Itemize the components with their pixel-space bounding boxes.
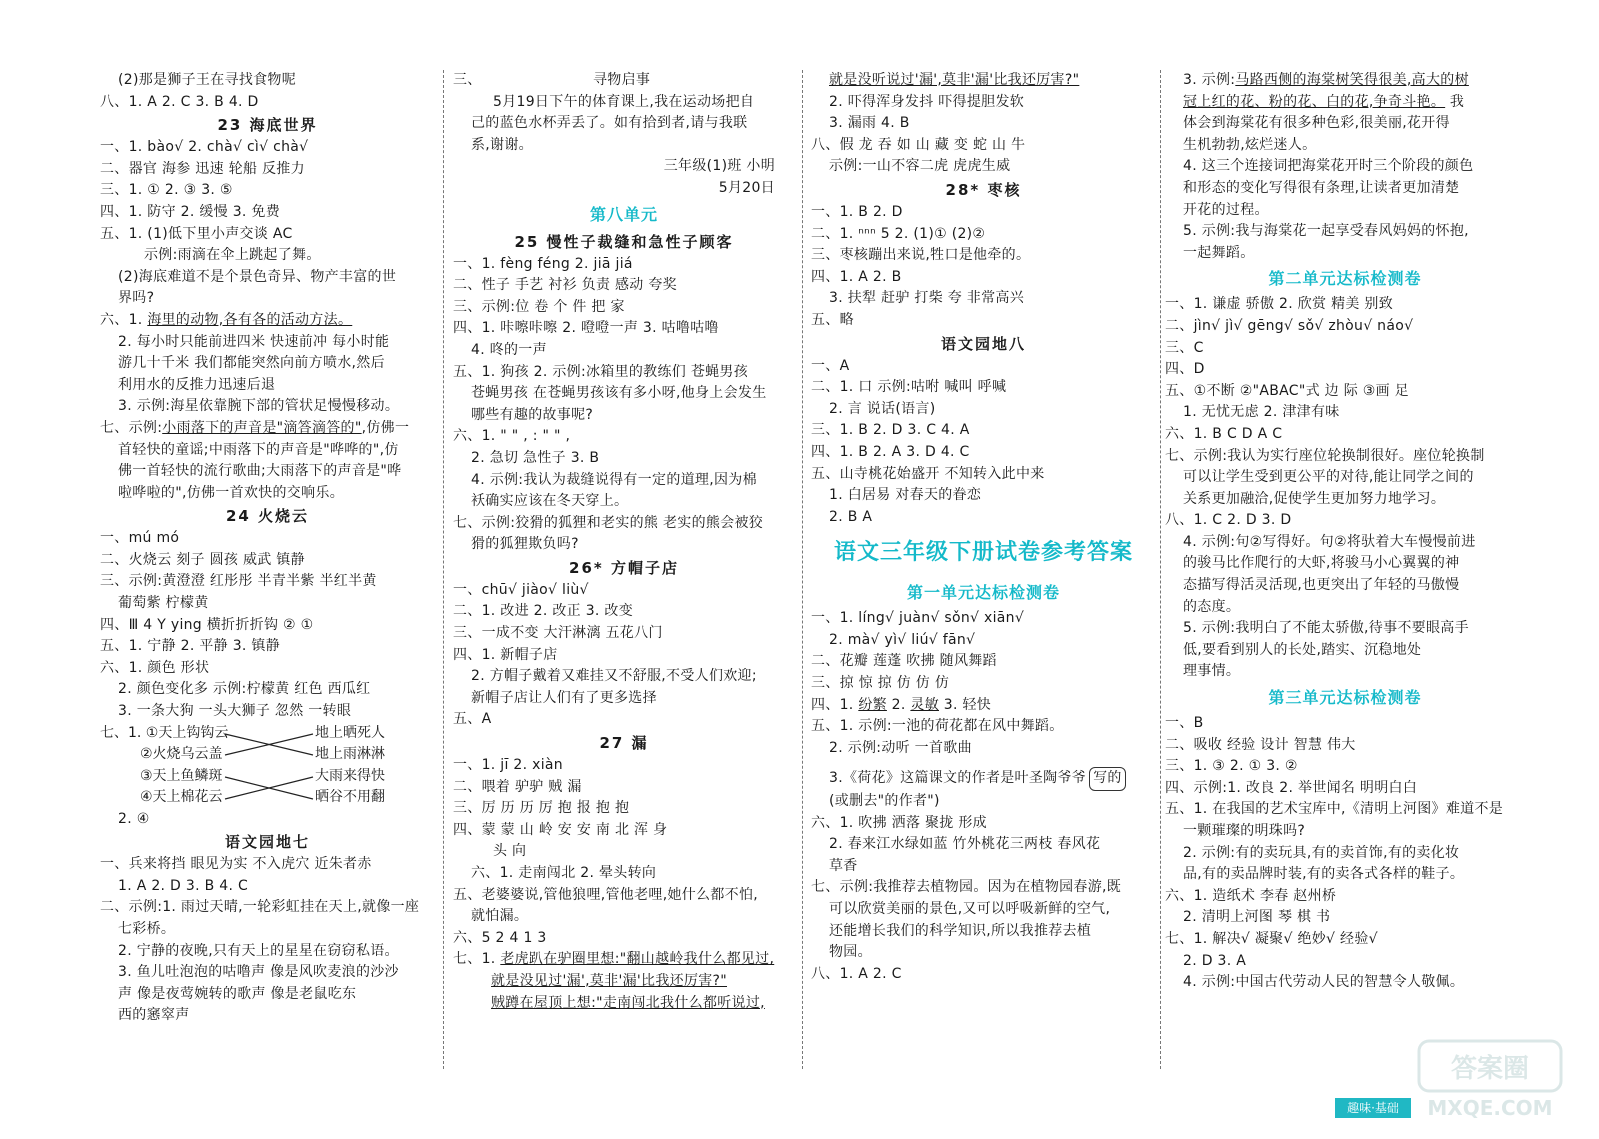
line-suffix: 3. 轻快	[939, 696, 992, 713]
svg-text:答案圈: 答案圈	[1450, 1054, 1530, 1084]
line: 六、1. B C D A C	[1165, 425, 1283, 442]
line: 开花的过程。	[1183, 201, 1269, 218]
line: 西的窸窣声	[118, 1007, 190, 1024]
column-4	[1165, 70, 1525, 1109]
line-part: 2.	[886, 696, 911, 713]
line	[1165, 70, 1525, 92]
line: 三年级(1)班 小明	[663, 158, 775, 175]
line	[453, 70, 795, 92]
line: 八、假 龙 吞 如 山 藏 变 蛇 山 牛	[811, 136, 1026, 153]
line: 四、1. B 2. A 3. D 4. C	[811, 443, 970, 460]
line: 2. 每小时只能前进四米 快速前冲 每小时能	[118, 333, 390, 350]
line: 三、C	[1165, 339, 1204, 356]
lesson-title-27: 27 漏	[599, 734, 649, 753]
line: 可以欣赏美丽的景色,又可以呼吸新鲜的空气,	[829, 901, 1111, 917]
watermark-logo	[1415, 1035, 1565, 1125]
line: 二、jìn√ jì√ gēng√ sǒ√ zhòu√ náo√	[1165, 317, 1414, 334]
line	[100, 310, 435, 332]
line: 二、火烧云 刻子 圆孩 威武 镇静	[100, 551, 305, 568]
line: 一、1. fèng féng 2. jiā jiá	[453, 255, 633, 272]
line: 七彩桥。	[118, 921, 176, 937]
line: 2. 急切 急性子 3. B	[471, 449, 600, 466]
line: 二、吸收 经验 设计 智慧 伟大	[1165, 736, 1356, 753]
line: 示例:一山不容二虎 虎虎生威	[829, 158, 1011, 175]
line: 七、示例:狡猾的狐狸和老实的熊 老实的熊会被狡	[453, 514, 764, 531]
footer-badge: 趣味·基础	[1335, 1098, 1411, 1118]
line: 2. 春来江水绿如蓝 竹外桃花三两枝 春风花	[829, 836, 1101, 853]
line: 一颗璀璨的明珠吗?	[1183, 823, 1306, 839]
line: 己的蓝色水杯弄丢了。如有拾到者,请与我联	[471, 115, 748, 132]
line: 2. 清明上河图 琴 棋 书	[1183, 909, 1331, 926]
line: 界吗?	[118, 290, 155, 307]
line: 可以让学生受到更公平的对待,能让同学之间的	[1183, 469, 1474, 486]
line: 贼蹲在屋顶上想:"走南闯北我什么都听说过,	[491, 994, 765, 1011]
column-3	[811, 70, 1156, 1109]
line: 五、1. 狗孩 2. 示例:冰箱里的教练们 苍蝇男孩	[453, 363, 749, 380]
column-divider	[443, 70, 445, 1069]
match-right-1: 地上晒死人	[315, 724, 385, 741]
line: 一、1. bào√ 2. chà√ cì√ chà√	[100, 139, 309, 156]
line: 四、1. A 2. B	[811, 268, 902, 285]
line: 六、1. 吹拂 洒落 聚拢 形成	[811, 814, 987, 831]
line: 声 像是夜莺婉转的歌声 像是老鼠吃东	[118, 985, 357, 1002]
watermark-icon	[1415, 1035, 1565, 1125]
line: 五、1. 示例:一池的荷花都在风中舞蹈。	[811, 718, 1064, 735]
unit-3-test-title: 第三单元达标检测卷	[1268, 688, 1422, 708]
line: 2. B A	[829, 508, 873, 525]
match-left-2: ②火烧乌云盖	[140, 746, 223, 763]
line: 5. 示例:我明白了不能太骄傲,待事不要眼高手	[1183, 620, 1469, 637]
column-divider	[802, 70, 804, 1069]
svg-text:MXQE.COM: MXQE.COM	[1427, 1096, 1553, 1120]
line: 五、1. 在我国的艺术宝库中,《清明上河图》难道不是	[1165, 801, 1504, 818]
line: 葡萄紫 柠檬黄	[118, 595, 209, 612]
line: 六、1. 走南闯北 2. 晕头转向	[471, 865, 657, 881]
line: 七、1. 解决√ 凝聚√ 绝妙√ 经验√	[1165, 930, 1378, 947]
line-prefix: 六、1.	[100, 311, 148, 328]
line: 系,谢谢。	[471, 136, 533, 153]
column-2	[453, 70, 795, 1109]
line: 低,要看到别人的长处,踏实、沉稳地处	[1183, 641, 1422, 658]
line: 六、1. 颜色 形状	[100, 659, 210, 676]
underlined-answer: 纷繁	[858, 696, 887, 713]
line: 2. 言 说话(语言)	[829, 400, 936, 417]
line: 态描写得活灵活现,也更突出了年轻的马傲慢	[1183, 577, 1460, 594]
line-text: 3.《荷花》这篇课文的作者是叶圣陶爷爷	[829, 770, 1087, 787]
line: 2. D 3. A	[1183, 952, 1247, 969]
line: 八、1. A 2. C	[811, 965, 902, 982]
line: 啦哗啦的",仿佛一首欢快的交响乐。	[118, 484, 344, 501]
line: 2. 示例:有的卖玩具,有的卖首饰,有的卖化妆	[1183, 844, 1460, 861]
line: 生机勃勃,炫烂迷人。	[1183, 136, 1317, 153]
line: 三、厉 历 历 厉 抱 报 抱 抱	[453, 800, 630, 817]
match-right-4: 晒谷不用翻	[315, 789, 385, 806]
line: 1. 无忧无虑 2. 津津有味	[1183, 404, 1340, 421]
line: 二、花瓣 莲蓬 吹拂 随风舞蹈	[811, 653, 997, 670]
line: 4. 示例:句②写得好。句②将驮着大车慢慢前进	[1183, 533, 1476, 550]
line: 五、1. (1)低下里小声交谈 AC	[100, 225, 293, 242]
underlined-answer: 海里的动物,各有各的活动方法。	[147, 311, 353, 328]
column-divider	[1160, 70, 1162, 1069]
line: 4. 咚的一声	[471, 341, 547, 358]
line: 四、示例:1. 改良 2. 举世闻名 明明白白	[1165, 779, 1418, 796]
line: 2. 宁静的夜晚,只有天上的星星在窃窃私语。	[118, 942, 399, 959]
unit-title-8: 第八单元	[589, 204, 658, 224]
line: 五、老婆婆说,管他狼哩,管他老哩,她什么都不怕,	[453, 886, 758, 903]
line: 理事情。	[1183, 663, 1241, 680]
line: 五、略	[811, 311, 854, 328]
line: 2. 方帽子戴着又难挂又不舒服,不受人们欢迎;	[471, 668, 757, 685]
line: 的骏马比作爬行的大虾,将骏马小心翼翼的神	[1183, 555, 1460, 572]
line-suffix: ,仿佛一	[361, 419, 410, 436]
line: 5月19日下午的体育课上,我在运动场把自	[493, 93, 755, 110]
line: 利用水的反推力迅速后退	[118, 376, 276, 393]
line-suffix: 我	[1445, 93, 1465, 110]
line: 3. 示例:海星依靠腕下部的管状足慢慢移动。	[118, 398, 400, 415]
line: 三、示例:位 卷 个 件 把 家	[453, 298, 625, 315]
line: 3. 扶犁 赶驴 打柴 夸 非常高兴	[829, 290, 1025, 307]
line: 一、1. 谦虚 骄傲 2. 欣赏 精美 别致	[1165, 296, 1394, 313]
underlined-answer: 小雨落下的声音是"滴答滴答的"	[162, 419, 362, 436]
line: 四、D	[1165, 361, 1205, 378]
line: 一、1. jī 2. xiàn	[453, 757, 563, 774]
section-title-yuandi-7: 语文园地七	[224, 833, 310, 852]
underlined-answer: 马路西侧的海棠树笑得很美,高大的树	[1235, 72, 1469, 88]
line: 一起舞蹈。	[1183, 244, 1255, 261]
line: (或删去"的作者")	[829, 793, 940, 810]
line: (2)海底难道不是个景色奇异、物产丰富的世	[118, 268, 397, 285]
line: 佛一首轻快的流行歌曲;大雨落下的声音是"哗	[118, 463, 402, 480]
underlined-answer: 灵敏	[910, 696, 939, 713]
line: 八、1. A 2. C 3. B 4. D	[100, 93, 259, 110]
lesson-title-26: 26* 方帽子店	[569, 558, 679, 577]
line: 品,有的卖品牌时装,有的卖各式各样的鞋子。	[1183, 866, 1465, 883]
line: 五、1. 宁静 2. 平静 3. 镇静	[100, 638, 281, 655]
line: 4. 示例:我认为裁缝说得有一定的道理,因为棉	[471, 471, 757, 488]
line: 二、性子 手艺 衬衫 负责 感动 夸奖	[453, 277, 677, 294]
proverb-matching	[100, 723, 435, 809]
line-prefix: 3. 示例:	[1183, 72, 1236, 88]
line: 5. 示例:我与海棠花一起享受春风妈妈的怀抱,	[1183, 223, 1469, 240]
line	[811, 767, 1156, 791]
match-left-1: 七、1. ①天上钩钩云	[100, 724, 229, 741]
line: 一、B	[1165, 715, 1204, 732]
line: 就怕漏。	[471, 908, 529, 925]
line: 五、A	[453, 711, 492, 728]
line: 三、掠 惊 掠 仿 仿 仿	[811, 675, 950, 692]
line: 四、1. 新帽子店	[453, 646, 558, 663]
column-1	[100, 70, 435, 1109]
line: 二、1. ⁿⁿⁿ 5 2. (1)① (2)②	[811, 225, 986, 242]
line: 就是没见过'漏',莫非'漏'比我还厉害?"	[491, 972, 728, 989]
line: 三、1. B 2. D 3. C 4. A	[811, 422, 970, 439]
line: 还能增长我们的科学知识,所以我推荐去植	[829, 922, 1092, 939]
underlined-answer: 老虎趴在驴圈里想:"翻山越岭我什么都见过,	[500, 951, 775, 968]
line: 四、蒙 蒙 山 岭 安 安 南 北 浑 身	[453, 821, 668, 838]
line: 关系更加融洽,促使学生更加努力地学习。	[1183, 490, 1446, 507]
line: 2. 颜色变化多 示例:柠檬黄 红色 西瓜红	[118, 681, 371, 698]
line	[100, 418, 435, 440]
line: 五、山寺桃花始盛开 不知转入此中来	[811, 465, 1045, 482]
line: 六、1. " " , : " " ,	[453, 428, 571, 445]
line: 三、枣核蹦出来说,牲口是他牵的。	[811, 247, 1031, 264]
line: 猾的狐狸欺负吗?	[471, 536, 579, 553]
line: 体会到海棠花有很多种色彩,很美丽,花开得	[1183, 115, 1450, 132]
line: 游几十千米 我们都能突然向前方喷水,然后	[118, 355, 385, 372]
lesson-title-25: 25 慢性子裁缝和急性子顾客	[514, 232, 734, 251]
line: 三、一成不变 大汗淋漓 五花八门	[453, 625, 663, 642]
line: 3. 漏雨 4. B	[829, 115, 910, 132]
line: 首轻快的童谣;中雨落下的声音是"哗哗的",仿	[118, 441, 399, 458]
line: 1. 白居易 对春天的眷恋	[829, 487, 982, 504]
line: 哪些有趣的故事呢?	[471, 406, 594, 423]
line: 一、chū√ jiào√ liù√	[453, 581, 589, 598]
line: 一、1. líng√ juàn√ sǒn√ xiān√	[811, 610, 1025, 627]
line-prefix: 四、1.	[811, 696, 859, 713]
line: 一、mú mó	[100, 530, 180, 547]
line: 一、1. B 2. D	[811, 203, 903, 220]
line: 的态度。	[1183, 598, 1241, 615]
line: 四、Ⅲ 4 Y ying 横折折折钩 ② ①	[100, 616, 314, 633]
line: 3. 一条大狗 一头大狮子 忽然 一转眼	[118, 703, 352, 720]
line: 三、1. ③ 2. ① 3. ②	[1165, 758, 1298, 775]
line	[811, 695, 1156, 717]
line: 4. 这三个连接词把海棠花开时三个阶段的颜色	[1183, 158, 1474, 175]
line: 示例:雨滴在伞上跳起了舞。	[144, 247, 321, 264]
line: 5月20日	[718, 179, 775, 196]
unit-2-test-title: 第二单元达标检测卷	[1268, 269, 1422, 289]
lesson-title-23: 23 海底世界	[217, 116, 318, 135]
line: 和形态的变化写得很有条理,让读者更加清楚	[1183, 179, 1460, 196]
line: 二、示例:1. 雨过天晴,一轮彩虹挂在天上,就像一座	[100, 899, 420, 916]
section-title-yuandi-8: 语文园地八	[940, 334, 1026, 353]
line: 袄确实应该在冬天穿上。	[471, 493, 629, 510]
match-right-2: 地上雨淋淋	[315, 746, 385, 763]
matching-left-items	[100, 723, 228, 809]
line: 2. 示例:动听 一首歌曲	[829, 739, 972, 756]
correction-mark: 写的	[1089, 767, 1126, 791]
line: 四、1. 咔嚓咔嚓 2. 噔噔一声 3. 咕噜咕噜	[453, 320, 719, 337]
line: 2. mà√ yì√ liú√ fān√	[829, 631, 976, 648]
notice-title: 寻物启事	[593, 72, 651, 88]
line: 2. 吓得浑身发抖 吓得提胆发软	[829, 93, 1025, 110]
line: 就是没听说过'漏',莫非'漏'比我还厉害?"	[829, 72, 1080, 88]
line: 新帽子店让人们有了更多选择	[471, 689, 657, 706]
match-left-4: ④天上棉花云	[140, 789, 223, 806]
line: 2. ④	[118, 810, 150, 827]
line	[453, 949, 795, 971]
unit-1-test-title: 第一单元达标检测卷	[906, 583, 1060, 603]
match-left-3: ③天上鱼鳞斑	[140, 767, 223, 784]
line: 八、1. C 2. D 3. D	[1165, 512, 1292, 529]
line: 六、1. 造纸术 李春 赵州桥	[1165, 887, 1337, 904]
line: 3. 鱼儿吐泡泡的咕噜声 像是风吹麦浪的沙沙	[118, 964, 399, 981]
line: 七、示例:我认为实行座位轮换制很好。座位轮换制	[1165, 447, 1485, 464]
lesson-title-24: 24 火烧云	[225, 507, 310, 526]
line: (2)那是狮子王在寻找食物呢	[118, 72, 297, 88]
line: 三、1. ① 2. ③ 3. ⑤	[100, 182, 233, 199]
match-right-3: 大雨来得快	[315, 767, 385, 784]
line: 一、A	[811, 357, 850, 374]
line: 1. A 2. D 3. B 4. C	[118, 877, 249, 894]
answer-key-main-title: 语文三年级下册试卷参考答案	[833, 540, 1133, 566]
line: 二、喂着 驴驴 贼 漏	[453, 778, 582, 795]
line: 二、1. 改进 2. 改正 3. 改变	[453, 603, 634, 620]
line: 七、示例:我推荐去植物园。因为在植物园春游,既	[811, 879, 1122, 896]
line: 四、1. 防守 2. 缓慢 3. 免费	[100, 203, 281, 220]
line: 五、①不断 ②"ABAC"式 边 际 ③画 足	[1165, 382, 1409, 399]
line: 苍蝇男孩 在苍蝇男孩该有多小呀,他身上会发生	[471, 385, 767, 402]
matching-right-items	[315, 723, 385, 809]
line: 草香	[829, 857, 858, 874]
underlined-answer: 冠上红的花、粉的花、白的花,争奇斗艳。	[1183, 93, 1446, 110]
line: 六、5 2 4 1 3	[453, 929, 547, 946]
line-prefix: 七、1.	[453, 951, 501, 968]
lesson-title-28: 28* 枣核	[945, 180, 1022, 199]
line: 物园。	[829, 944, 872, 961]
line: 头 向	[493, 843, 527, 860]
line: 三、示例:黄澄澄 红彤彤 半青半紫 半红半黄	[100, 573, 377, 590]
line: 二、器官 海参 迅速 轮船 反推力	[100, 160, 305, 177]
line: 一、兵来将挡 眼见为实 不入虎穴 近朱者赤	[100, 856, 372, 873]
line-prefix: 七、示例:	[100, 419, 163, 436]
line	[1165, 92, 1525, 114]
line-prefix: 三、	[453, 72, 482, 88]
line: 二、1. 口 示例:咕咐 喊叫 呼喊	[811, 379, 1007, 396]
line: 4. 示例:中国古代劳动人民的智慧令人敬佩。	[1183, 974, 1465, 991]
